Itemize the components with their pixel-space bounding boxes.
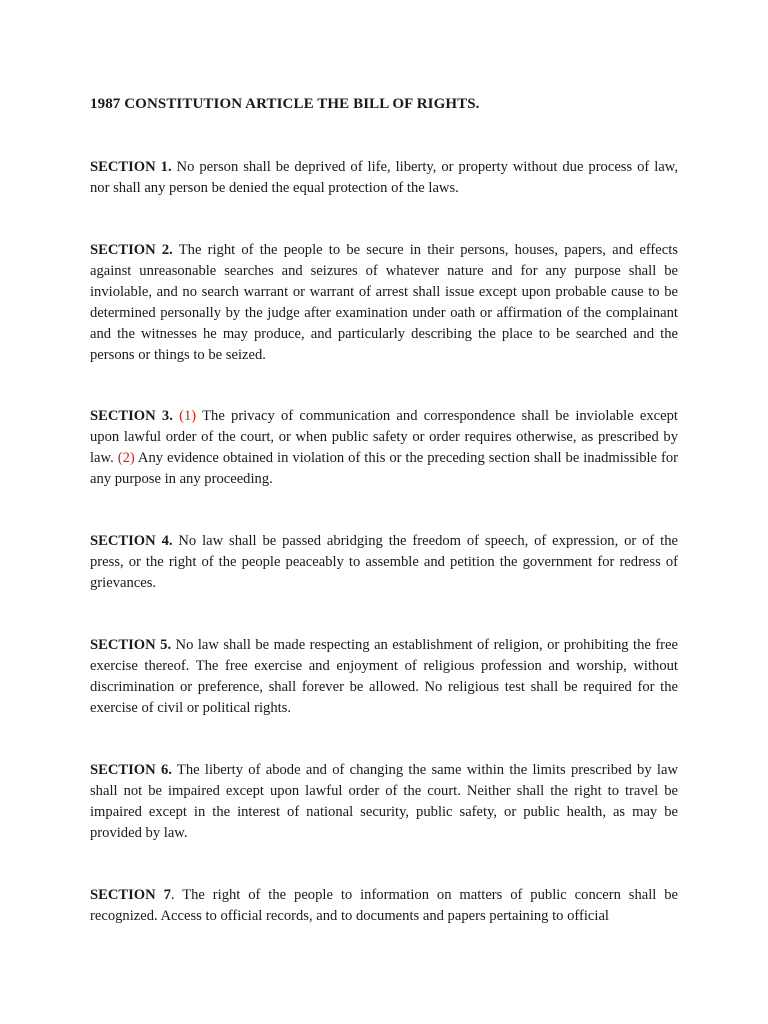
section-5-text: No law shall be made respecting an establishment of religion, or prohibiting the free exercise thereof. The free exercise and enjoyment of religious profession and worship, without discrimination or preference, shall forever be allowed. No religious test shall be required for the exercise of civil or political rights. (90, 637, 678, 716)
section-3-clause-2-text: Any evidence obtained in violation of this or the preceding section shall be inadmissible for any purpose in any proceeding. (90, 449, 679, 487)
section-2-text: The right of the people to be secure in their persons, houses, papers, and effects against unreasonable searches and seizures of whatever nature and for any purpose shall be inviolable, and no search warrant or warrant of arrest shall issue except upon probable cause to be determined personally by the judge after examination under oath or affirmation of the complainant and the witnesses he may produce, and particularly describing the place to be searched and the persons or things to be seized. (90, 242, 678, 363)
section-6-text: The liberty of abode and of changing the same within the limits prescribed by law shall not be impaired except upon lawful order of the court. Neither shall the right to travel be impaired except in the interest of national security, public safety, or public health, as may be provided by law. (90, 762, 678, 841)
section-6-label: SECTION 6. (90, 762, 172, 778)
section-4-label: SECTION 4. (90, 533, 173, 549)
section-3-label: SECTION 3. (90, 408, 173, 424)
section-7-text: . The right of the people to information on matters of public concern shall be recognized. Access to official records, and to documents and papers pertaining to official (90, 887, 679, 924)
section-3 (90, 406, 678, 490)
section-1 (90, 157, 678, 199)
section-3-clause-2-marker: (2) (117, 449, 135, 466)
section-4 (90, 531, 678, 594)
document-page (90, 94, 679, 924)
section-3-clause-1-marker: (1) (179, 408, 197, 424)
section-4-text: No law shall be passed abridging the freedom of speech, of expression, or of the press, or the right of the people peaceably to assemble and petition the government for redress of grievances. (90, 533, 678, 591)
section-2-label: SECTION 2. (90, 242, 173, 258)
section-5-label: SECTION 5. (90, 637, 172, 653)
document-title: 1987 CONSTITUTION ARTICLE THE BILL OF RIGHTS. (90, 96, 480, 112)
section-2 (90, 240, 678, 365)
section-7 (90, 885, 678, 927)
section-5 (90, 635, 678, 719)
section-7-label: SECTION 7 (90, 887, 171, 903)
section-6 (90, 760, 678, 844)
section-3-clause-1-text: The privacy of communication and correspondence shall be inviolable except upon lawful order of the court, or when public safety or order requires otherwise, as prescribed by law. (90, 408, 678, 466)
section-1-label: SECTION 1. (90, 159, 172, 175)
section-1-text: No person shall be deprived of life, liberty, or property without due process of law, nor shall any person be denied the equal protection of the laws. (90, 159, 678, 196)
